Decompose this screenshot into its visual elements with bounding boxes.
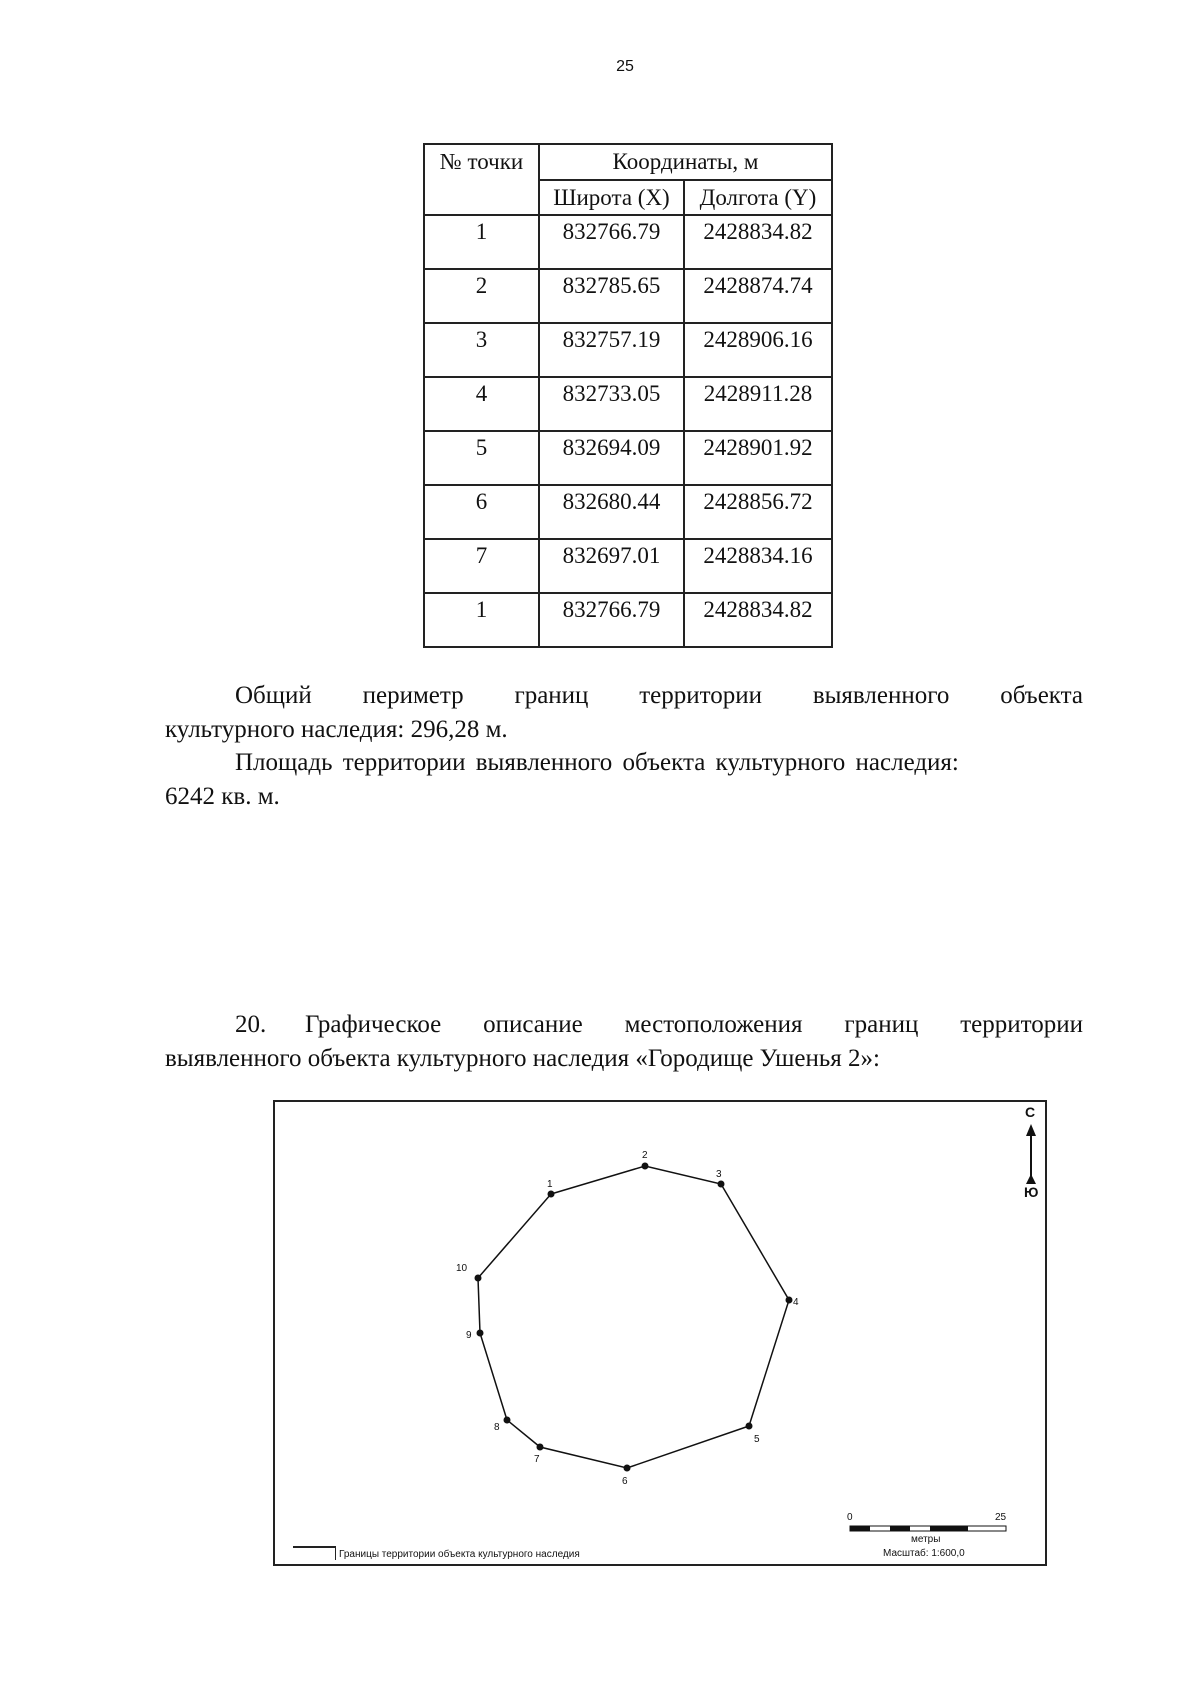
scale-start-label: 0 — [847, 1512, 853, 1523]
scale-unit-label: метры — [911, 1534, 941, 1545]
boundary-point-label: 10 — [456, 1263, 468, 1274]
cell-x: 832694.09 — [539, 431, 684, 485]
cell-x: 832697.01 — [539, 539, 684, 593]
legend-label: Границы территории объекта культурного наследия — [339, 1549, 580, 1560]
perimeter-line-1 — [165, 679, 1083, 713]
boundary-point-marker — [718, 1181, 725, 1188]
boundary-point-marker — [475, 1275, 482, 1282]
cell-y: 2428906.16 — [684, 323, 832, 377]
boundary-point-marker — [548, 1191, 555, 1198]
boundary-points — [456, 1150, 799, 1487]
boundary-point-marker — [537, 1444, 544, 1451]
word: объекта — [1000, 682, 1083, 709]
header-latitude: Широта (X) — [539, 180, 684, 215]
boundary-point-label: 4 — [793, 1297, 799, 1308]
boundary-polygon — [478, 1166, 789, 1468]
cell-point-no: 5 — [424, 431, 539, 485]
section-line-1 — [165, 1008, 1083, 1042]
cell-point-no: 7 — [424, 539, 539, 593]
cell-y: 2428834.16 — [684, 539, 832, 593]
south-label: Ю — [1024, 1184, 1039, 1200]
word: периметр — [362, 682, 464, 709]
cell-x: 832733.05 — [539, 377, 684, 431]
boundary-point-marker — [624, 1465, 631, 1472]
table-row — [424, 593, 832, 647]
boundary-point-marker — [642, 1163, 649, 1170]
boundary-point-label: 1 — [547, 1179, 553, 1190]
cell-point-no: 1 — [424, 215, 539, 269]
word: выявленного — [812, 682, 950, 709]
cell-point-no: 1 — [424, 593, 539, 647]
legend-tick — [335, 1546, 336, 1560]
scale-bar-seg — [850, 1526, 870, 1531]
cell-x: 832766.79 — [539, 593, 684, 647]
area-line-1: Площадь территории выявленного объекта культурного наследия: — [235, 749, 959, 776]
cell-point-no: 3 — [424, 323, 539, 377]
legend-line-symbol — [293, 1546, 335, 1548]
boundary-point-marker — [786, 1297, 793, 1304]
cell-y: 2428834.82 — [684, 215, 832, 269]
boundary-point-label: 9 — [466, 1330, 472, 1341]
cell-x: 832766.79 — [539, 215, 684, 269]
boundary-point-marker — [746, 1423, 753, 1430]
boundary-point-label: 7 — [534, 1454, 540, 1465]
table-row — [424, 323, 832, 377]
map-canvas — [275, 1102, 1045, 1564]
boundary-point-label: 3 — [716, 1169, 722, 1180]
perimeter-paragraph — [165, 679, 1083, 747]
scale-bar — [850, 1526, 1006, 1531]
area-line-2: 6242 кв. м. — [165, 783, 280, 810]
cell-y: 2428901.92 — [684, 431, 832, 485]
table-row — [424, 215, 832, 269]
header-point-no: № точки — [424, 144, 539, 215]
header-coordinates: Координаты, м — [539, 144, 832, 180]
coordinates-table — [423, 143, 833, 648]
boundary-point-label: 8 — [494, 1422, 500, 1433]
perimeter-line-2: культурного наследия: 296,28 м. — [165, 716, 508, 743]
cell-y: 2428911.28 — [684, 377, 832, 431]
cell-point-no: 2 — [424, 269, 539, 323]
cell-y: 2428856.72 — [684, 485, 832, 539]
section-paragraph — [165, 1008, 1083, 1076]
boundary-point-label: 6 — [622, 1476, 628, 1487]
north-arrow-head — [1026, 1124, 1036, 1136]
boundary-point-marker — [504, 1417, 511, 1424]
word: территории — [639, 682, 763, 709]
cell-y: 2428834.82 — [684, 593, 832, 647]
cell-x: 832680.44 — [539, 485, 684, 539]
boundary-map — [273, 1100, 1047, 1566]
south-arrow-tail — [1026, 1174, 1036, 1184]
cell-point-no: 4 — [424, 377, 539, 431]
table-row — [424, 431, 832, 485]
boundary-point-label: 2 — [642, 1150, 648, 1161]
boundary-point-marker — [477, 1330, 484, 1337]
word: Общий — [235, 682, 312, 709]
cell-x: 832757.19 — [539, 323, 684, 377]
section-number: 20. — [235, 1011, 267, 1038]
cell-x: 832785.65 — [539, 269, 684, 323]
table-row — [424, 539, 832, 593]
table-row — [424, 377, 832, 431]
table-row — [424, 485, 832, 539]
scale-bar-seg — [930, 1526, 968, 1531]
cell-point-no: 6 — [424, 485, 539, 539]
area-paragraph — [165, 746, 1083, 814]
scale-end-label: 25 — [995, 1512, 1007, 1523]
scale-bar-seg — [890, 1526, 910, 1531]
scale-ratio-label: Масштаб: 1:600,0 — [883, 1548, 965, 1559]
page-number: 25 — [616, 58, 634, 75]
boundary-point-label: 5 — [754, 1434, 760, 1445]
header-longitude: Долгота (Y) — [684, 180, 832, 215]
section-line-2: выявленного объекта культурного наследия «Городище Ушенья 2»: — [165, 1045, 880, 1072]
cell-y: 2428874.74 — [684, 269, 832, 323]
table-row — [424, 269, 832, 323]
north-label: С — [1025, 1104, 1036, 1120]
word: границ — [514, 682, 589, 709]
section-heading: Графическое описание местоположения границ территории — [305, 1011, 1083, 1038]
